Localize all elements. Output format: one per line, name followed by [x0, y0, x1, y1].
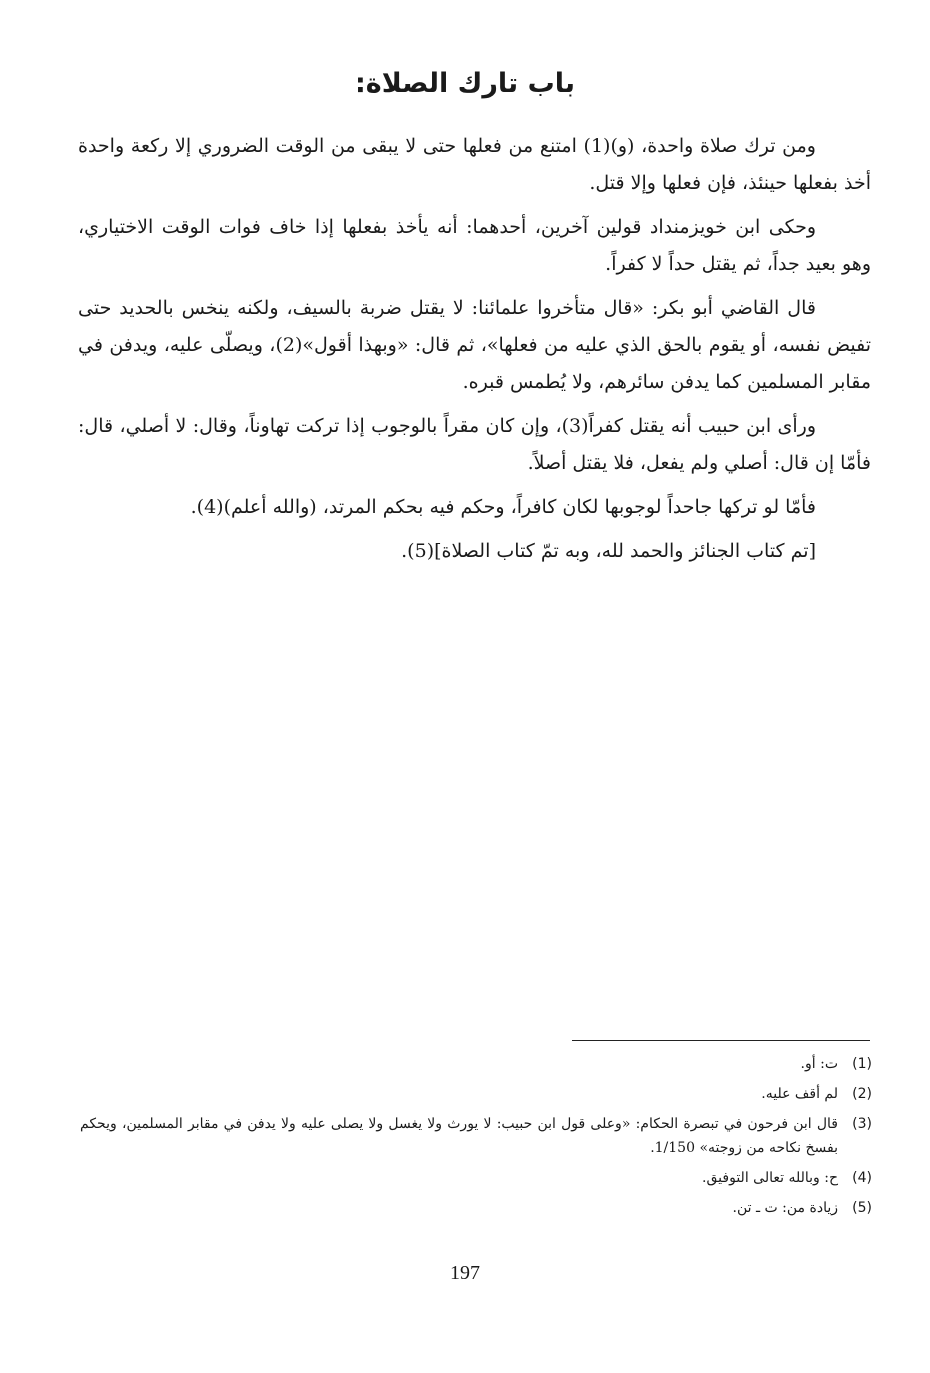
- footnote-separator: [572, 1040, 870, 1041]
- footnotes: [80, 1052, 872, 1226]
- footnote: [80, 1082, 872, 1106]
- closing-note: [تم كتاب الجنائز والحمد لله، وبه تمّ كتاب الصلاة](5).: [401, 540, 816, 562]
- paragraph: ورأى ابن حبيب أنه يقتل كفراً(3)، وإن كان مقراً بالوجوب إذا تركت تهاوناً، وقال: لا أصلي، قال: فأمّا إن قال: أصلي ولم يفعل، فلا يقتل أصلاً.: [78, 415, 871, 474]
- chapter-title: باب تارك الصلاة:: [354, 68, 575, 99]
- footnote: [80, 1166, 872, 1190]
- footnote-number: (5): [852, 1200, 872, 1216]
- footnote: [80, 1112, 872, 1160]
- footnote: [80, 1196, 872, 1220]
- footnote-text: ح: وبالله تعالى التوفيق.: [702, 1170, 838, 1186]
- footnote-number: (1): [852, 1056, 872, 1072]
- paragraph: ومن ترك صلاة واحدة، (و)(1) امتنع من فعلها حتى لا يبقى من الوقت الضروري إلا ركعة واحدة أخذ بفعلها حينئذ، فإن فعلها وإلا قتل.: [78, 135, 871, 194]
- paragraph: فأمّا لو تركها جاحداً لوجوبها لكان كافراً، وحكم فيه بحكم المرتد، (والله أعلم)(4).: [190, 496, 816, 518]
- page-number: 197: [450, 1262, 480, 1284]
- footnote-number: (2): [852, 1086, 872, 1102]
- main-text: [78, 128, 871, 577]
- footnote-number: (4): [852, 1170, 872, 1186]
- footnote: [80, 1052, 872, 1076]
- footnote-text: قال ابن فرحون في تبصرة الحكام: «وعلى قول ابن حبيب: لا يورث ولا يغسل ولا يصلى عليه ولا يدفن في مقابر المسلمين، ويحكم بفسخ نكاحه من زوجته» 1/150.: [80, 1116, 838, 1156]
- footnote-text: زيادة من: ت ـ تن.: [732, 1200, 838, 1216]
- footnote-text: لم أقف عليه.: [761, 1086, 838, 1102]
- footnote-number: (3): [852, 1116, 872, 1132]
- paragraph: وحكى ابن خويزمنداد قولين آخرين، أحدهما: أنه يأخذ بفعلها إذا خاف فوات الوقت الاختياري، وهو بعيد جداً، ثم يقتل حداً لا كفراً.: [78, 216, 871, 275]
- footnote-text: ت: أو.: [800, 1056, 838, 1072]
- paragraph: قال القاضي أبو بكر: «قال متأخروا علمائنا: لا يقتل ضربة بالسيف، ولكنه ينخس بالحديد حتى تفيض نفسه، أو يقوم بالحق الذي عليه من فعلها»، ثم قال: «وبهذا أقول»(2)، ويصلّى عليه، ويدفن في مقابر المسلمين كما يدفن سائرهم، ولا يُطمس قبره.: [78, 297, 871, 393]
